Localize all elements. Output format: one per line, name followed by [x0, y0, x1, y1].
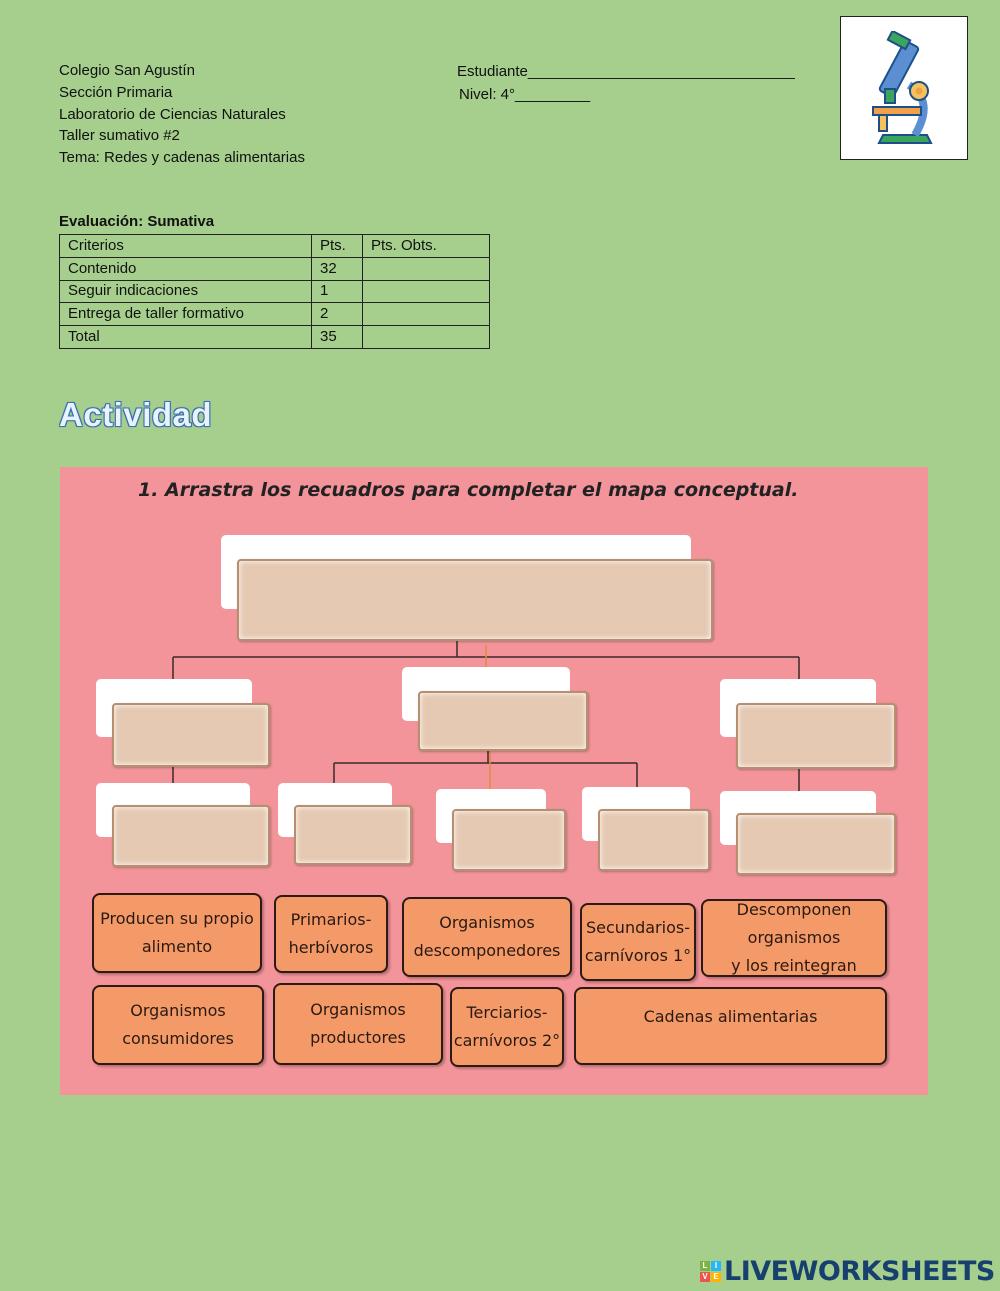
table-row: [60, 303, 490, 326]
table-row: [60, 326, 490, 349]
topic: Tema: Redes y cadenas alimentarias: [59, 149, 305, 167]
student-info: [457, 60, 795, 106]
header-criterios: Criterios: [60, 235, 312, 258]
answer-chip[interactable]: Terciarios- carnívoros 2°: [450, 987, 564, 1067]
school-name: Colegio San Agustín: [59, 62, 195, 79]
level-field: Nivel: 4°_________: [459, 86, 591, 103]
brand-letter: L: [700, 1261, 710, 1271]
drop-zone-level2-center[interactable]: [418, 691, 588, 751]
answer-chip[interactable]: Organismos descomponedores: [402, 897, 572, 977]
table-header-row: [60, 235, 490, 258]
student-field: Estudiante________________________________: [457, 63, 795, 80]
obtained-cell: [363, 280, 490, 303]
microscope-icon: [863, 31, 947, 147]
section-name: Sección Primaria: [59, 83, 173, 101]
obtained-cell: [363, 303, 490, 326]
brand-grid-icon: [700, 1261, 721, 1282]
brand-letter: I: [711, 1261, 721, 1271]
points-cell: 32: [312, 257, 363, 280]
answer-chip[interactable]: Secundarios- carnívoros 1°: [580, 903, 696, 981]
header-info: [59, 60, 305, 169]
points-cell: 35: [312, 326, 363, 349]
evaluation-title: Evaluación: Sumativa: [59, 213, 215, 230]
evaluation-table: [59, 234, 490, 349]
criteria-cell: Entrega de taller formativo: [60, 303, 312, 326]
concept-map-panel: [60, 467, 928, 1095]
points-cell: 1: [312, 280, 363, 303]
liveworksheets-logo: [700, 1256, 995, 1286]
answer-chip[interactable]: Producen su propio alimento: [92, 893, 262, 973]
criteria-cell: Total: [60, 326, 312, 349]
drop-zone-level3-4[interactable]: [598, 809, 710, 871]
header-pts: Pts.: [312, 235, 363, 258]
brand-letter: E: [711, 1272, 721, 1282]
obtained-cell: [363, 257, 490, 280]
activity-title: Actividad: [59, 396, 213, 433]
drop-zone-title[interactable]: [237, 559, 713, 641]
drop-zone-level3-5[interactable]: [736, 813, 896, 875]
criteria-cell: Seguir indicaciones: [60, 280, 312, 303]
header-pts-obts: Pts. Obts.: [363, 235, 490, 258]
drop-zone-level2-left[interactable]: [112, 703, 270, 767]
table-row: [60, 257, 490, 280]
brand-letter: V: [700, 1272, 710, 1282]
points-cell: 2: [312, 303, 363, 326]
lab-name: Laboratorio de Ciencias Naturales: [59, 105, 286, 123]
answer-chip[interactable]: Descomponen organismos y los reintegran: [701, 899, 887, 977]
drop-zone-level2-right[interactable]: [736, 703, 896, 769]
instruction-text: 1. Arrastra los recuadros para completar el mapa conceptual.: [138, 479, 799, 501]
workshop-name: Taller sumativo #2: [59, 127, 180, 145]
answer-chip[interactable]: Organismos productores: [273, 983, 443, 1065]
answer-chip[interactable]: Organismos consumidores: [92, 985, 264, 1065]
drop-zone-level3-3[interactable]: [452, 809, 566, 871]
drop-zone-level3-1[interactable]: [112, 805, 270, 867]
answer-chip[interactable]: Cadenas alimentarias: [574, 987, 887, 1065]
criteria-cell: Contenido: [60, 257, 312, 280]
obtained-cell: [363, 326, 490, 349]
drop-zone-level3-2[interactable]: [294, 805, 412, 865]
logo-box: [840, 16, 968, 160]
brand-text: LIVEWORKSHEETS: [724, 1255, 995, 1287]
answer-chip[interactable]: Primarios- herbívoros: [274, 895, 388, 973]
table-row: [60, 280, 490, 303]
